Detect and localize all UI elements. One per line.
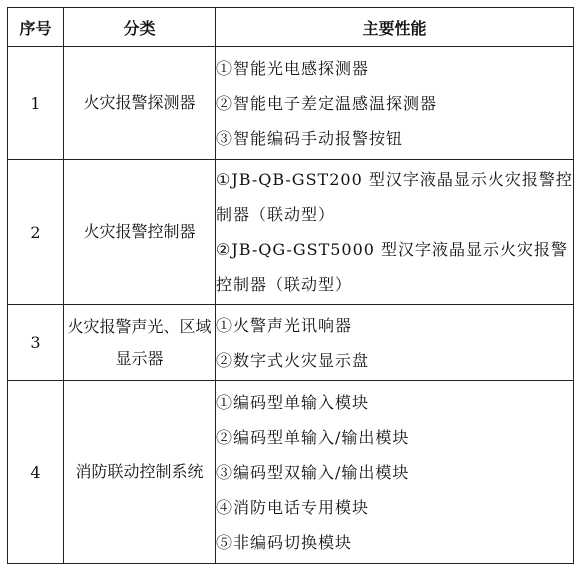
feature-item: ④消防电话专用模块 [216, 497, 370, 517]
header-category: 分类 [64, 8, 216, 47]
row-number: 2 [8, 160, 64, 305]
row-number: 1 [8, 47, 64, 160]
category-text: 火灾报警声光、区域显示器 [67, 316, 212, 368]
table-row [8, 47, 574, 160]
feature-item: ①编码型单输入模块 [216, 392, 370, 412]
table-row [8, 160, 574, 305]
row-features [216, 381, 574, 564]
feature-item: ②编码型单输入/输出模块 [216, 427, 410, 447]
category-text: 消防联动控制系统 [75, 462, 204, 481]
table-row [8, 305, 574, 381]
feature-item: ①JB-QB-GST200 型汉字液晶显示火灾报警控制器（联动型） [216, 170, 573, 224]
row-features [216, 160, 574, 305]
row-category: 火灾报警探测器 [64, 47, 216, 160]
header-features: 主要性能 [216, 8, 574, 47]
header-number: 序号 [8, 8, 64, 47]
feature-item: ③编码型双输入/输出模块 [216, 462, 410, 482]
feature-item: ①火警声光讯响器 [216, 315, 353, 335]
feature-item: ⑤非编码切换模块 [216, 532, 353, 552]
row-category: 火灾报警控制器 [64, 160, 216, 305]
feature-item: ②数字式火灾显示盘 [216, 350, 370, 370]
row-category [64, 305, 216, 381]
header-row [8, 8, 574, 47]
table-row [8, 381, 574, 564]
feature-item: ②JB-QG-GST5000 型汉字液晶显示火灾报警控制器（联动型） [216, 240, 569, 294]
feature-item: ③智能编码手动报警按钮 [216, 128, 404, 148]
row-number: 4 [8, 381, 64, 564]
row-features [216, 47, 574, 160]
row-category [64, 381, 216, 564]
equipment-table [7, 7, 574, 564]
feature-item: ①智能光电感探测器 [216, 58, 370, 78]
row-number: 3 [8, 305, 64, 381]
row-features [216, 305, 574, 381]
feature-item: ②智能电子差定温感温探测器 [216, 93, 438, 113]
